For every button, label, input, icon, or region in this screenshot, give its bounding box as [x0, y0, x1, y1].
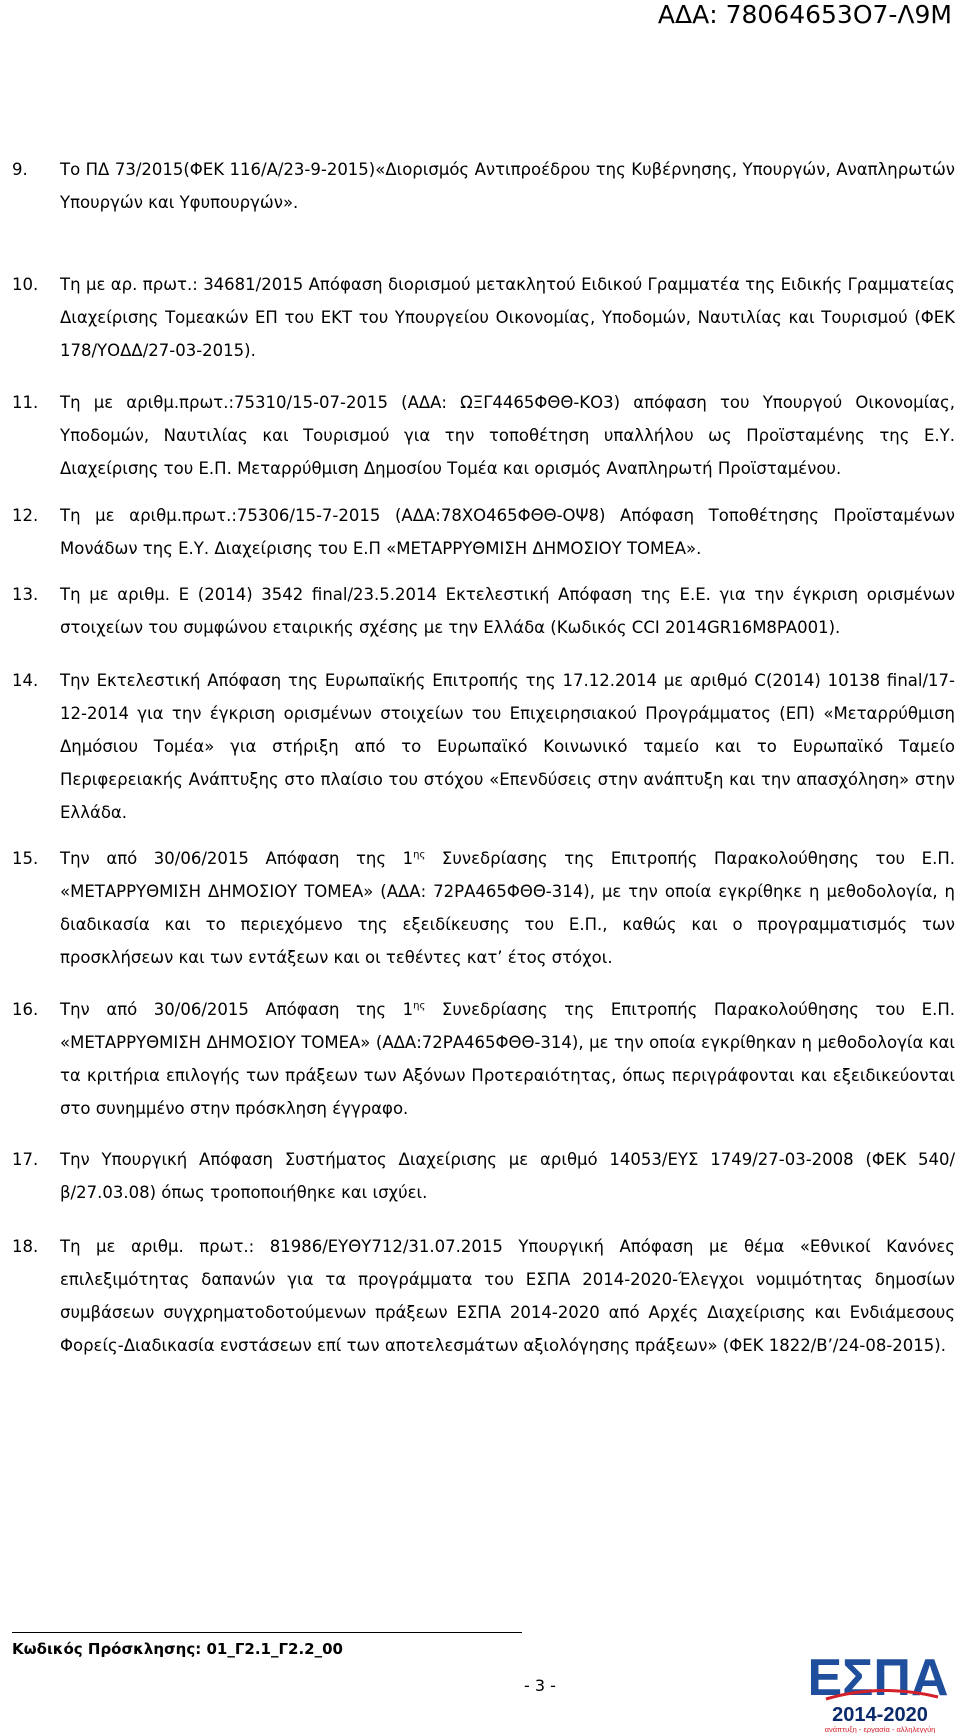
item-number: 17. — [12, 1150, 39, 1169]
references-list — [12, 153, 960, 1362]
logo-slogan: ανάπτυξη - εργασία - αλληλεγγύη — [824, 1725, 936, 1733]
item-number: 12. — [12, 506, 39, 525]
item-number: 11. — [12, 393, 39, 412]
item-text-start: Την από 30/06/2015 Απόφαση της 1 — [60, 1000, 414, 1019]
footer-divider — [12, 1632, 522, 1633]
item-number: 10. — [12, 275, 39, 294]
item-text-rest: Συνεδρίασης της Επιτροπής Παρακολούθησης του Ε.Π. «ΜΕΤΑΡΡΥΘΜΙΣΗ ΔΗΜΟΣΙΟΥ ΤΟΜΕΑ» (ΑΔΑ:72ΡΑ465ΦΘΘ-314), με την οποία εγκρίθηκαν η μεθοδολογία και τα κριτήρια επιλογής των πράξεων των Αξόνων Προτεραιότητας, όπως περιγράφονται και εξειδικεύονται στο συνημμένο στην πρόσκληση έγγραφο. — [60, 1000, 955, 1118]
list-item — [12, 1230, 960, 1362]
item-number: 13. — [12, 585, 39, 604]
item-text-rest: Συνεδρίασης της Επιτροπής Παρακολούθησης του Ε.Π. «ΜΕΤΑΡΡΥΘΜΙΣΗ ΔΗΜΟΣΙΟΥ ΤΟΜΕΑ» (ΑΔΑ: 72ΡΑ465ΦΘΘ-314), με την οποία εγκρίθηκε η μεθοδολογία, η διαδικασία και το περιεχόμενο της εξειδίκευσης του Ε.Π., καθώς και ο προγραμματισμός των προσκλήσεων και των εντάξεων και οι τεθέντες κατ’ έτος στόχοι. — [60, 849, 955, 967]
espa-logo — [806, 1647, 954, 1733]
item-text: Τη με αριθμ. πρωτ.: 81986/ΕΥΘΥ712/31.07.2015 Υπουργική Απόφαση με θέμα «Εθνικοί Κανόνες επιλεξιμότητας δαπανών για τα προγράμματα του ΕΣΠΑ 2014-2020-Έλεγχοι νομιμότητας δημοσίων συμβάσεων συγχρηματοδοτούμενων πράξεων ΕΣΠΑ 2014-2020 από Αρχές Διαχείρισης και Ενδιάμεσους Φορείς-Διαδικασία ενστάσεων επί των αποτελεσμάτων αξιολόγησης πράξεων» (ΦΕΚ 1822/Β’/24-08-2015). — [60, 1237, 955, 1355]
item-text: Το ΠΔ 73/2015(ΦΕΚ 116/Α/23-9-2015)«Διορισμός Αντιπροέδρου της Κυβέρνησης, Υπουργών, Αναπληρωτών Υπουργών και Υφυπουργών». — [60, 160, 955, 212]
ordinal-superscript: ης — [413, 1000, 426, 1012]
item-text: Τη με αριθμ. Ε (2014) 3542 final/23.5.2014 Εκτελεστική Απόφαση της Ε.Ε. για την έγκριση ορισμένων στοιχείων του συμφώνου εταιρικής σχέσης με την Ελλάδα (Κωδικός CCI 2014GR16M8PA001). — [60, 585, 955, 637]
list-item — [12, 664, 960, 829]
item-text: Τη με αριθμ.πρωτ.:75306/15-7-2015 (ΑΔΑ:78ΧΟ465ΦΘΘ-ΟΨ8) Απόφαση Τοποθέτησης Προϊσταμένων Μονάδων της Ε.Υ. Διαχείρισης του Ε.Π «ΜΕΤΑΡΡΥΘΜΙΣΗ ΔΗΜΟΣΙΟΥ ΤΟΜΕΑ». — [60, 506, 955, 558]
item-text: Την Υπουργική Απόφαση Συστήματος Διαχείρισης με αριθμό 14053/ΕΥΣ 1749/27-03-2008 (ΦΕΚ 540/β/27.03.08) όπως τροποποιήθηκε και ισχύει. — [60, 1150, 955, 1202]
item-text-start: Την από 30/06/2015 Απόφαση της 1 — [60, 849, 414, 868]
call-code: Κωδικός Πρόσκλησης: 01_Γ2.1_Γ2.2_00 — [12, 1640, 343, 1658]
item-text: Τη με αριθμ.πρωτ.:75310/15-07-2015 (ΑΔΑ: ΩΞΓ4465ΦΘΘ-ΚΟ3) απόφαση του Υπουργού Οικονομίας, Υποδομών, Ναυτιλίας και Τουρισμού για την τοποθέτηση υπαλλήλου ως Προϊσταμένης της Ε.Υ. Διαχείρισης του Ε.Π. Μεταρρύθμιση Δημοσίου Τομέα και ορισμός Αναπληρωτή Προϊσταμένου. — [60, 393, 955, 478]
list-item — [12, 268, 960, 367]
item-number: 14. — [12, 671, 39, 690]
list-item — [12, 153, 960, 219]
item-number: 18. — [12, 1237, 39, 1256]
item-number: 16. — [12, 1000, 39, 1019]
ordinal-superscript: ης — [413, 849, 426, 861]
logo-years: 2014-2020 — [832, 1704, 928, 1726]
list-item — [12, 842, 960, 974]
item-number: 15. — [12, 849, 39, 868]
list-item — [12, 499, 960, 565]
page-number: - 3 - — [524, 1676, 556, 1695]
list-item — [12, 993, 960, 1125]
list-item — [12, 578, 960, 644]
item-number: 9. — [12, 160, 28, 179]
logo-title: ΕΣΠΑ — [807, 1649, 949, 1707]
list-item — [12, 1143, 960, 1209]
item-text — [60, 842, 955, 974]
ada-code: ΑΔΑ: 78064653Ο7-Λ9Μ — [657, 0, 952, 29]
item-text: Τη με αρ. πρωτ.: 34681/2015 Απόφαση διορισμού μετακλητού Ειδικού Γραμματέα της Ειδικής Γραμματείας Διαχείρισης Τομεακών ΕΠ του ΕΚΤ του Υπουργείου Οικονομίας, Υποδομών, Ναυτιλίας και Τουρισμού (ΦΕΚ 178/ΥΟΔΔ/27-03-2015). — [60, 275, 955, 360]
item-text — [60, 993, 955, 1125]
list-item — [12, 386, 960, 485]
item-text: Την Εκτελεστική Απόφαση της Ευρωπαϊκής Επιτροπής της 17.12.2014 με αριθμό C(2014) 10138 final/17-12-2014 για την έγκριση ορισμένων στοιχείων του Επιχειρησιακού Προγράμματος (ΕΠ) «Μεταρρύθμιση Δημόσιου Τομέα» για στήριξη από το Ευρωπαϊκό Κοινωνικό ταμείο και το Ευρωπαϊκό Ταμείο Περιφερειακής Ανάπτυξης στο πλαίσιο του στόχου «Επενδύσεις στην ανάπτυξη και την απασχόληση» στην Ελλάδα. — [60, 671, 955, 822]
